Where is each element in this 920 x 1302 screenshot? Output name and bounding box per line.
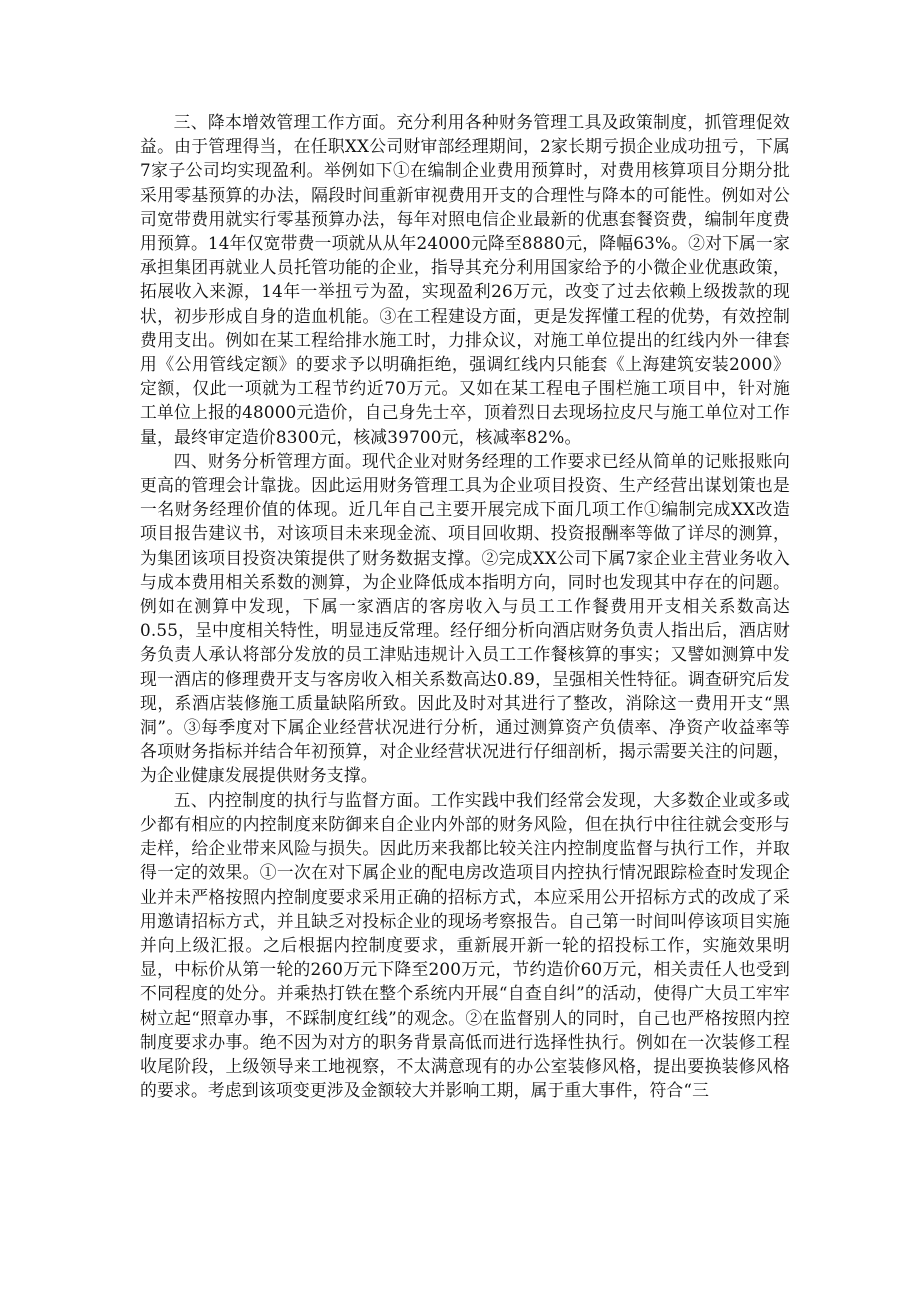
document-body <box>140 110 790 1102</box>
paragraph-internal-control: 五、内控制度的执行与监督方面。工作实践中我们经常会发现，大多数企业或多或少都有相应的内控制度来防御来自企业内外部的财务风险，但在执行中往往就会变形与走样，给企业带来风险与损失。因此历来我都比较关注内控制度监督与执行工作，并取得一定的效果。①一次在对下属企业的配电房改造项目内控执行情况跟踪检查时发现企业并未严格按照内控制度要求采用正确的招标方式，本应采用公开招标方式的改成了采用邀请招标方式，并且缺乏对投标企业的现场考察报告。自己第一时间叫停该项目实施并向上级汇报。之后根据内控制度要求，重新展开新一轮的招投标工作，实施效果明显，中标价从第一轮的260万元下降至200万元，节约造价60万元，相关责任人也受到不同程度的处分。并乘热打铁在整个系统内开展“自查自纠”的活动，使得广大员工牢牢树立起“照章办事，不踩制度红线”的观念。②在监督别人的同时，自己也严格按照内控制度要求办事。绝不因为对方的职务背景高低而进行选择性执行。例如在一次装修工程收尾阶段，上级领导来工地视察，不太满意现有的办公室装修风格，提出要换装修风格的要求。考虑到该项变更涉及金额较大并影响工期，属于重大事件，符合“三 <box>140 789 790 1101</box>
paragraph-cost-reduction: 三、降本增效管理工作方面。充分利用各种财务管理工具及政策制度，抓管理促效益。由于管理得当，在任职XX公司财审部经理期间，2家长期亏损企业成功扭亏，下属7家子公司均实现盈利。举例如下①在编制企业费用预算时，对费用核算项目分期分批采用零基预算的办法，隔段时间重新审视费用开支的合理性与降本的可能性。例如对公司宽带费用就实行零基预算办法，每年对照电信企业最新的优惠套餐资费，编制年度费用预算。14年仅宽带费一项就从从年24000元降至8880元，降幅63%。②对下属一家承担集团再就业人员托管功能的企业，指导其充分利用国家给予的小微企业优惠政策，拓展收入来源，14年一举扭亏为盈，实现盈利26万元，改变了过去依赖上级拨款的现状，初步形成自身的造血机能。③在工程建设方面，更是发挥懂工程的优势，有效控制费用支出。例如在某工程给排水施工时，力排众议，对施工单位提出的红线内外一律套用《公用管线定额》的要求予以明确拒绝，强调红线内只能套《上海建筑安装2000》定额，仅此一项就为工程节约近70万元。又如在某工程电子围栏施工项目中，针对施工单位上报的48000元造价，自己身先士卒，顶着烈日去现场拉皮尺与施工单位对工作量，最终审定造价8300元，核减39700元，核减率82%。 <box>140 112 791 447</box>
paragraph-financial-analysis: 四、财务分析管理方面。现代企业对财务经理的工作要求已经从简单的记账报账向更高的管理会计靠拢。因此运用财务管理工具为企业项目投资、生产经营出谋划策也是一名财务经理价值的体现。近几年自己主要开展完成下面几项工作①编制完成XX改造项目报告建议书，对该项目未来现金流、项目回收期、投资报酬率等做了详尽的测算，为集团该项目投资决策提供了财务数据支撑。②完成XX公司下属7家企业主营业务收入与成本费用相关系数的测算，为企业降低成本指明方向，同时也发现其中存在的问题。例如在测算中发现，下属一家酒店的客房收入与员工工作餐费用开支相关系数高达0.55，呈中度相关特性，明显违反常理。经仔细分析向酒店财务负责人指出后，酒店财务负责人承认将部分发放的员工津贴违规计入员工工作餐核算的事实；又譬如测算中发现一酒店的修理费开支与客房收入相关系数高达0.89，呈强相关性特征。调查研究后发现，系酒店装修施工质量缺陷所致。因此及时对其进行了整改，消除这一费用开支“黑洞”。③每季度对下属企业经营状况进行分析，通过测算资产负债率、净资产收益率等各项财务指标并结合年初预算，对企业经营状况进行仔细剖析，揭示需要关注的问题，为企业健康发展提供财务支撑。 <box>140 450 790 786</box>
